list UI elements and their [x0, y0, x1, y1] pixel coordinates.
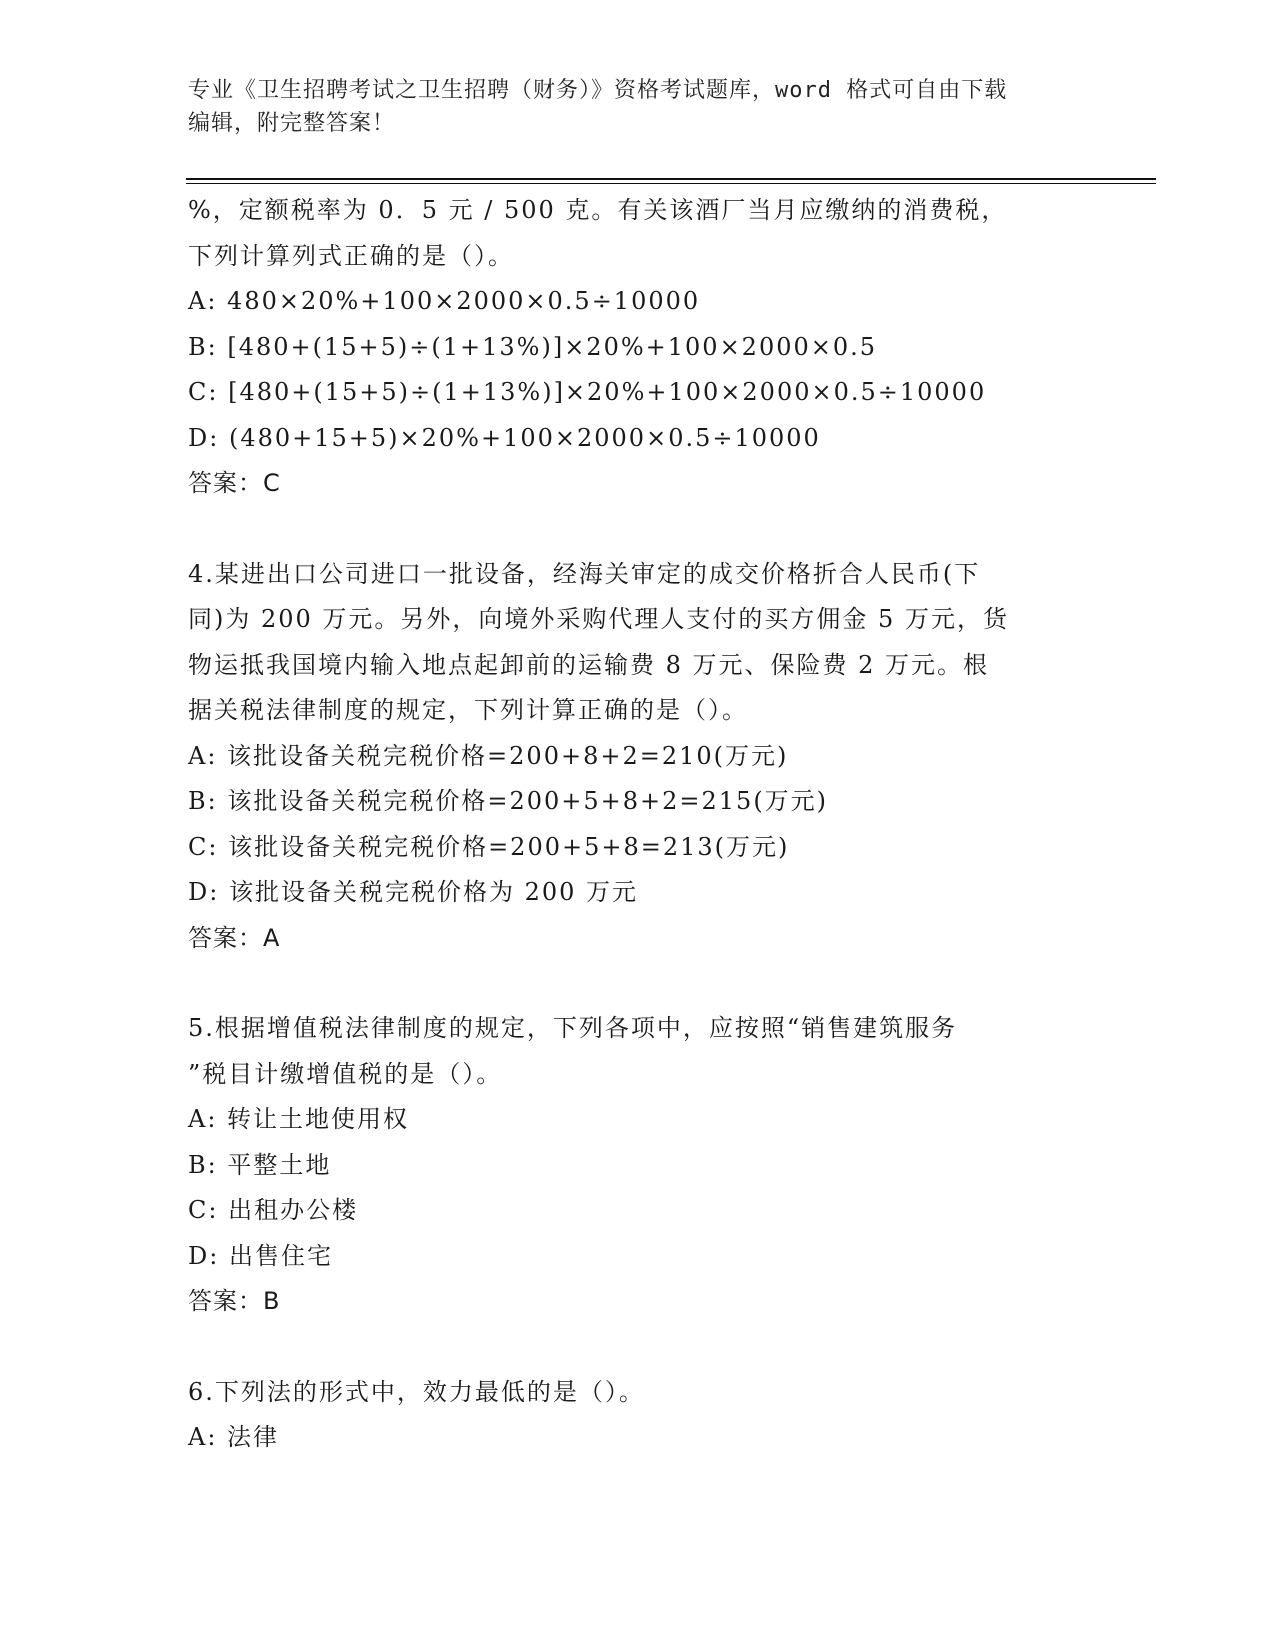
- answer-line: 答案：C: [188, 469, 281, 497]
- option-c: C: [480+(15+5)÷(1+13%)]×20%+100×2000×0.5÷10000: [188, 378, 987, 406]
- header-title-line-1: 专业《卫生招聘考试之卫生招聘（财务）》资格考试题库，word 格式可自由下载: [188, 78, 1008, 103]
- document-header: [188, 74, 1088, 140]
- option-d: D: 该批设备关税完税价格为 200 万元: [188, 878, 639, 906]
- option-b: B: 平整土地: [188, 1150, 332, 1179]
- question-5: [188, 1006, 1088, 1325]
- question-3: [188, 188, 1088, 507]
- header-divider-thin: [186, 183, 1156, 184]
- question-stem-line: 下列计算列式正确的是（）。: [188, 241, 514, 270]
- spacer: [188, 507, 1088, 552]
- question-stem-line: 物运抵我国境内输入地点起卸前的运输费 8 万元、保险费 2 万元。根: [188, 650, 990, 679]
- option-a: A: 转让土地使用权: [188, 1105, 410, 1133]
- question-stem-line: %，定额税率为 0．5 元 / 500 克。有关该酒厂当月应缴纳的消费税，: [188, 196, 1008, 224]
- header-title-line-2: 编辑，附完整答案！: [188, 111, 396, 136]
- header-divider-thick: [186, 178, 1156, 180]
- spacer: [188, 961, 1088, 1006]
- option-a: A: 法律: [188, 1423, 280, 1451]
- option-c: C: 出租办公楼: [188, 1196, 359, 1224]
- question-stem-line: 6.下列法的形式中，效力最低的是（）。: [188, 1377, 645, 1406]
- option-b: B: [480+(15+5)÷(1+13%)]×20%+100×2000×0.5: [188, 332, 878, 361]
- answer-line: 答案：B: [188, 1287, 281, 1315]
- option-b: B: 该批设备关税完税价格=200+5+8+2=215(万元): [188, 787, 829, 815]
- option-d: D: 出售住宅: [188, 1241, 333, 1270]
- question-4: [188, 552, 1088, 962]
- answer-line: 答案：A: [188, 923, 281, 952]
- question-stem-line: 4.某进出口公司进口一批设备，经海关审定的成交价格折合人民币(下: [188, 559, 981, 588]
- option-a: A: 该批设备关税完税价格=200+8+2=210(万元): [188, 741, 789, 770]
- question-stem-line: ”税目计缴增值税的是（）。: [188, 1059, 503, 1088]
- option-a: A: 480×20%+100×2000×0.5÷10000: [188, 287, 701, 315]
- question-stem-line: 据关税法律制度的规定，下列计算正确的是（）。: [188, 696, 748, 724]
- question-6: [188, 1370, 1088, 1461]
- question-list: [188, 188, 1088, 1461]
- question-stem-line: 5.根据增值税法律制度的规定，下列各项中，应按照“销售建筑服务: [188, 1014, 958, 1042]
- spacer: [188, 1325, 1088, 1370]
- question-stem-line: 同)为 200 万元。另外，向境外采购代理人支付的买方佣金 5 万元，货: [188, 605, 1009, 633]
- option-c: C: 该批设备关税完税价格=200+5+8=213(万元): [188, 832, 790, 861]
- option-d: D: (480+15+5)×20%+100×2000×0.5÷10000: [188, 423, 821, 452]
